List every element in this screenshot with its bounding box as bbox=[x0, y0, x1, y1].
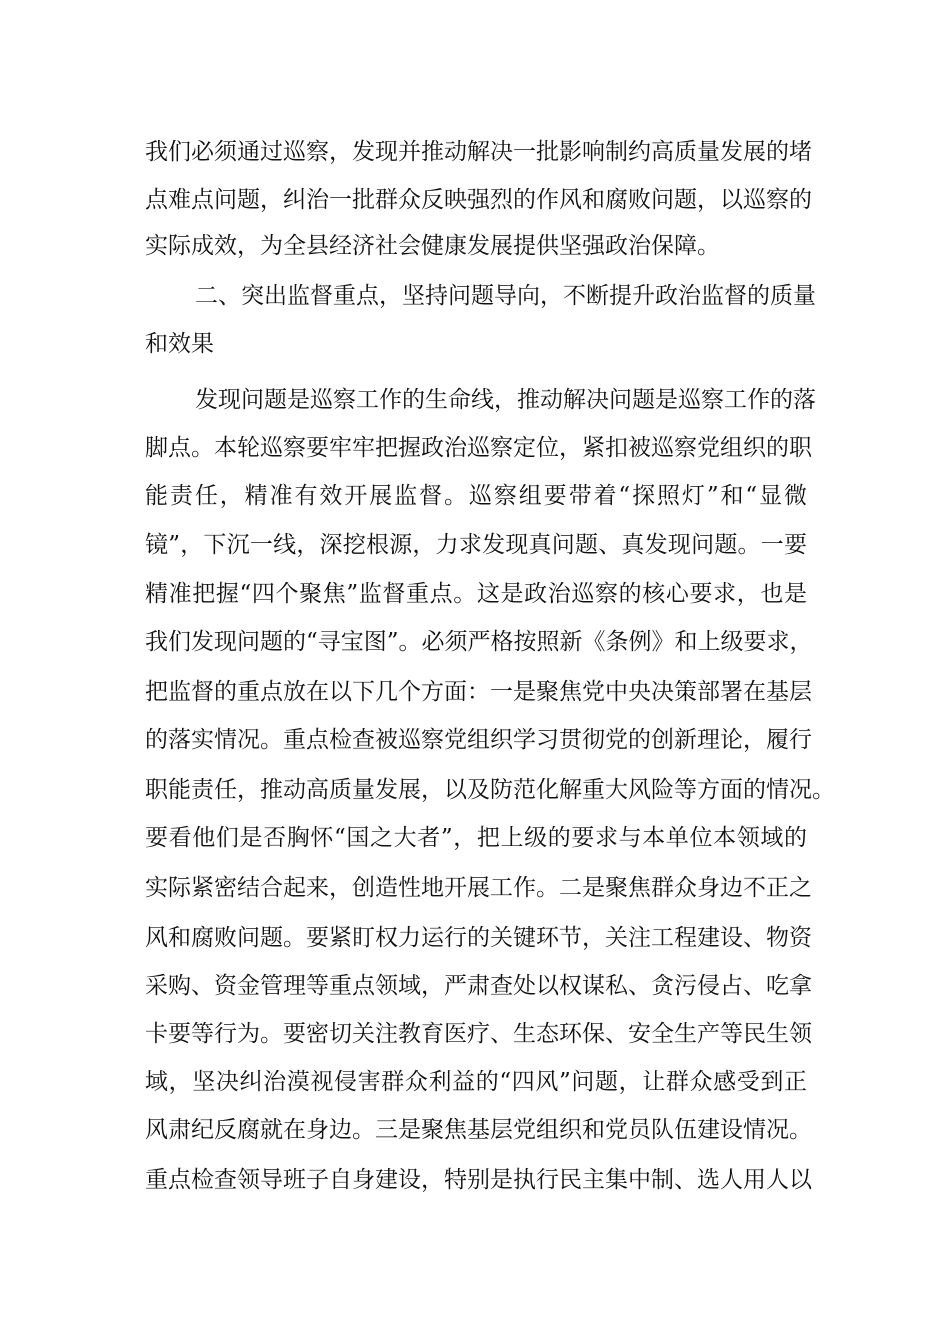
paragraph-line: 的落实情况。重点检查被巡察党组织学习贯彻党的创新理论，履行 bbox=[145, 727, 812, 753]
paragraph-line: 风肃纪反腐就在身边。三是聚焦基层党组织和党员队伍建设情况。 bbox=[145, 1117, 812, 1143]
paragraph-line: 要看他们是否胸怀“国之大者”，把上级的要求与本单位本领域的 bbox=[145, 825, 807, 851]
paragraph-line: 卡要等行为。要密切关注教育医疗、生态环保、安全生产等民生领 bbox=[145, 1021, 812, 1047]
paragraph-line: 发现问题是巡察工作的生命线，推动解决问题是巡察工作的落 bbox=[195, 387, 816, 413]
paragraph-line: 能责任，精准有效开展监督。巡察组要带着“探照灯”和“显微 bbox=[145, 483, 807, 509]
paragraph-line: 把监督的重点放在以下几个方面：一是聚焦党中央决策部署在基层 bbox=[145, 679, 812, 705]
paragraph-line: 点难点问题，纠治一批群众反映强烈的作风和腐败问题，以巡察的 bbox=[145, 187, 812, 213]
paragraph-line: 我们发现问题的“寻宝图”。必须严格按照新《条例》和上级要求， bbox=[145, 629, 813, 655]
paragraph-line: 脚点。本轮巡察要牢牢把握政治巡察定位，紧扣被巡察党组织的职 bbox=[145, 435, 812, 461]
section-heading: 二、突出监督重点，坚持问题导向，不断提升政治监督的质量 bbox=[195, 283, 816, 309]
paragraph-line: 镜”，下沉一线，深挖根源，力求发现真问题、真发现问题。一要 bbox=[145, 532, 807, 558]
paragraph-line: 实际成效，为全县经济社会健康发展提供坚强政治保障。 bbox=[145, 233, 720, 259]
paragraph-line: 域，坚决纠治漠视侵害群众利益的“四风”问题，让群众感受到正 bbox=[145, 1069, 807, 1095]
paragraph-line: 职能责任，推动高质量发展，以及防范化解重大风险等方面的情况。 bbox=[145, 777, 835, 803]
paragraph-line: 采购、资金管理等重点领域，严肃查处以权谋私、贪污侵占、吃拿 bbox=[145, 973, 812, 999]
section-heading: 和效果 bbox=[145, 331, 214, 357]
paragraph-line: 风和腐败问题。要紧盯权力运行的关键环节，关注工程建设、物资 bbox=[145, 925, 812, 951]
paragraph-line: 我们必须通过巡察，发现并推动解决一批影响制约高质量发展的堵 bbox=[145, 139, 812, 165]
paragraph-line: 重点检查领导班子自身建设，特别是执行民主集中制、选人用人以 bbox=[145, 1167, 812, 1193]
paragraph-line: 精准把握“四个聚焦”监督重点。这是政治巡察的核心要求，也是 bbox=[145, 581, 807, 607]
paragraph-line: 实际紧密结合起来，创造性地开展工作。二是聚焦群众身边不正之 bbox=[145, 875, 812, 901]
